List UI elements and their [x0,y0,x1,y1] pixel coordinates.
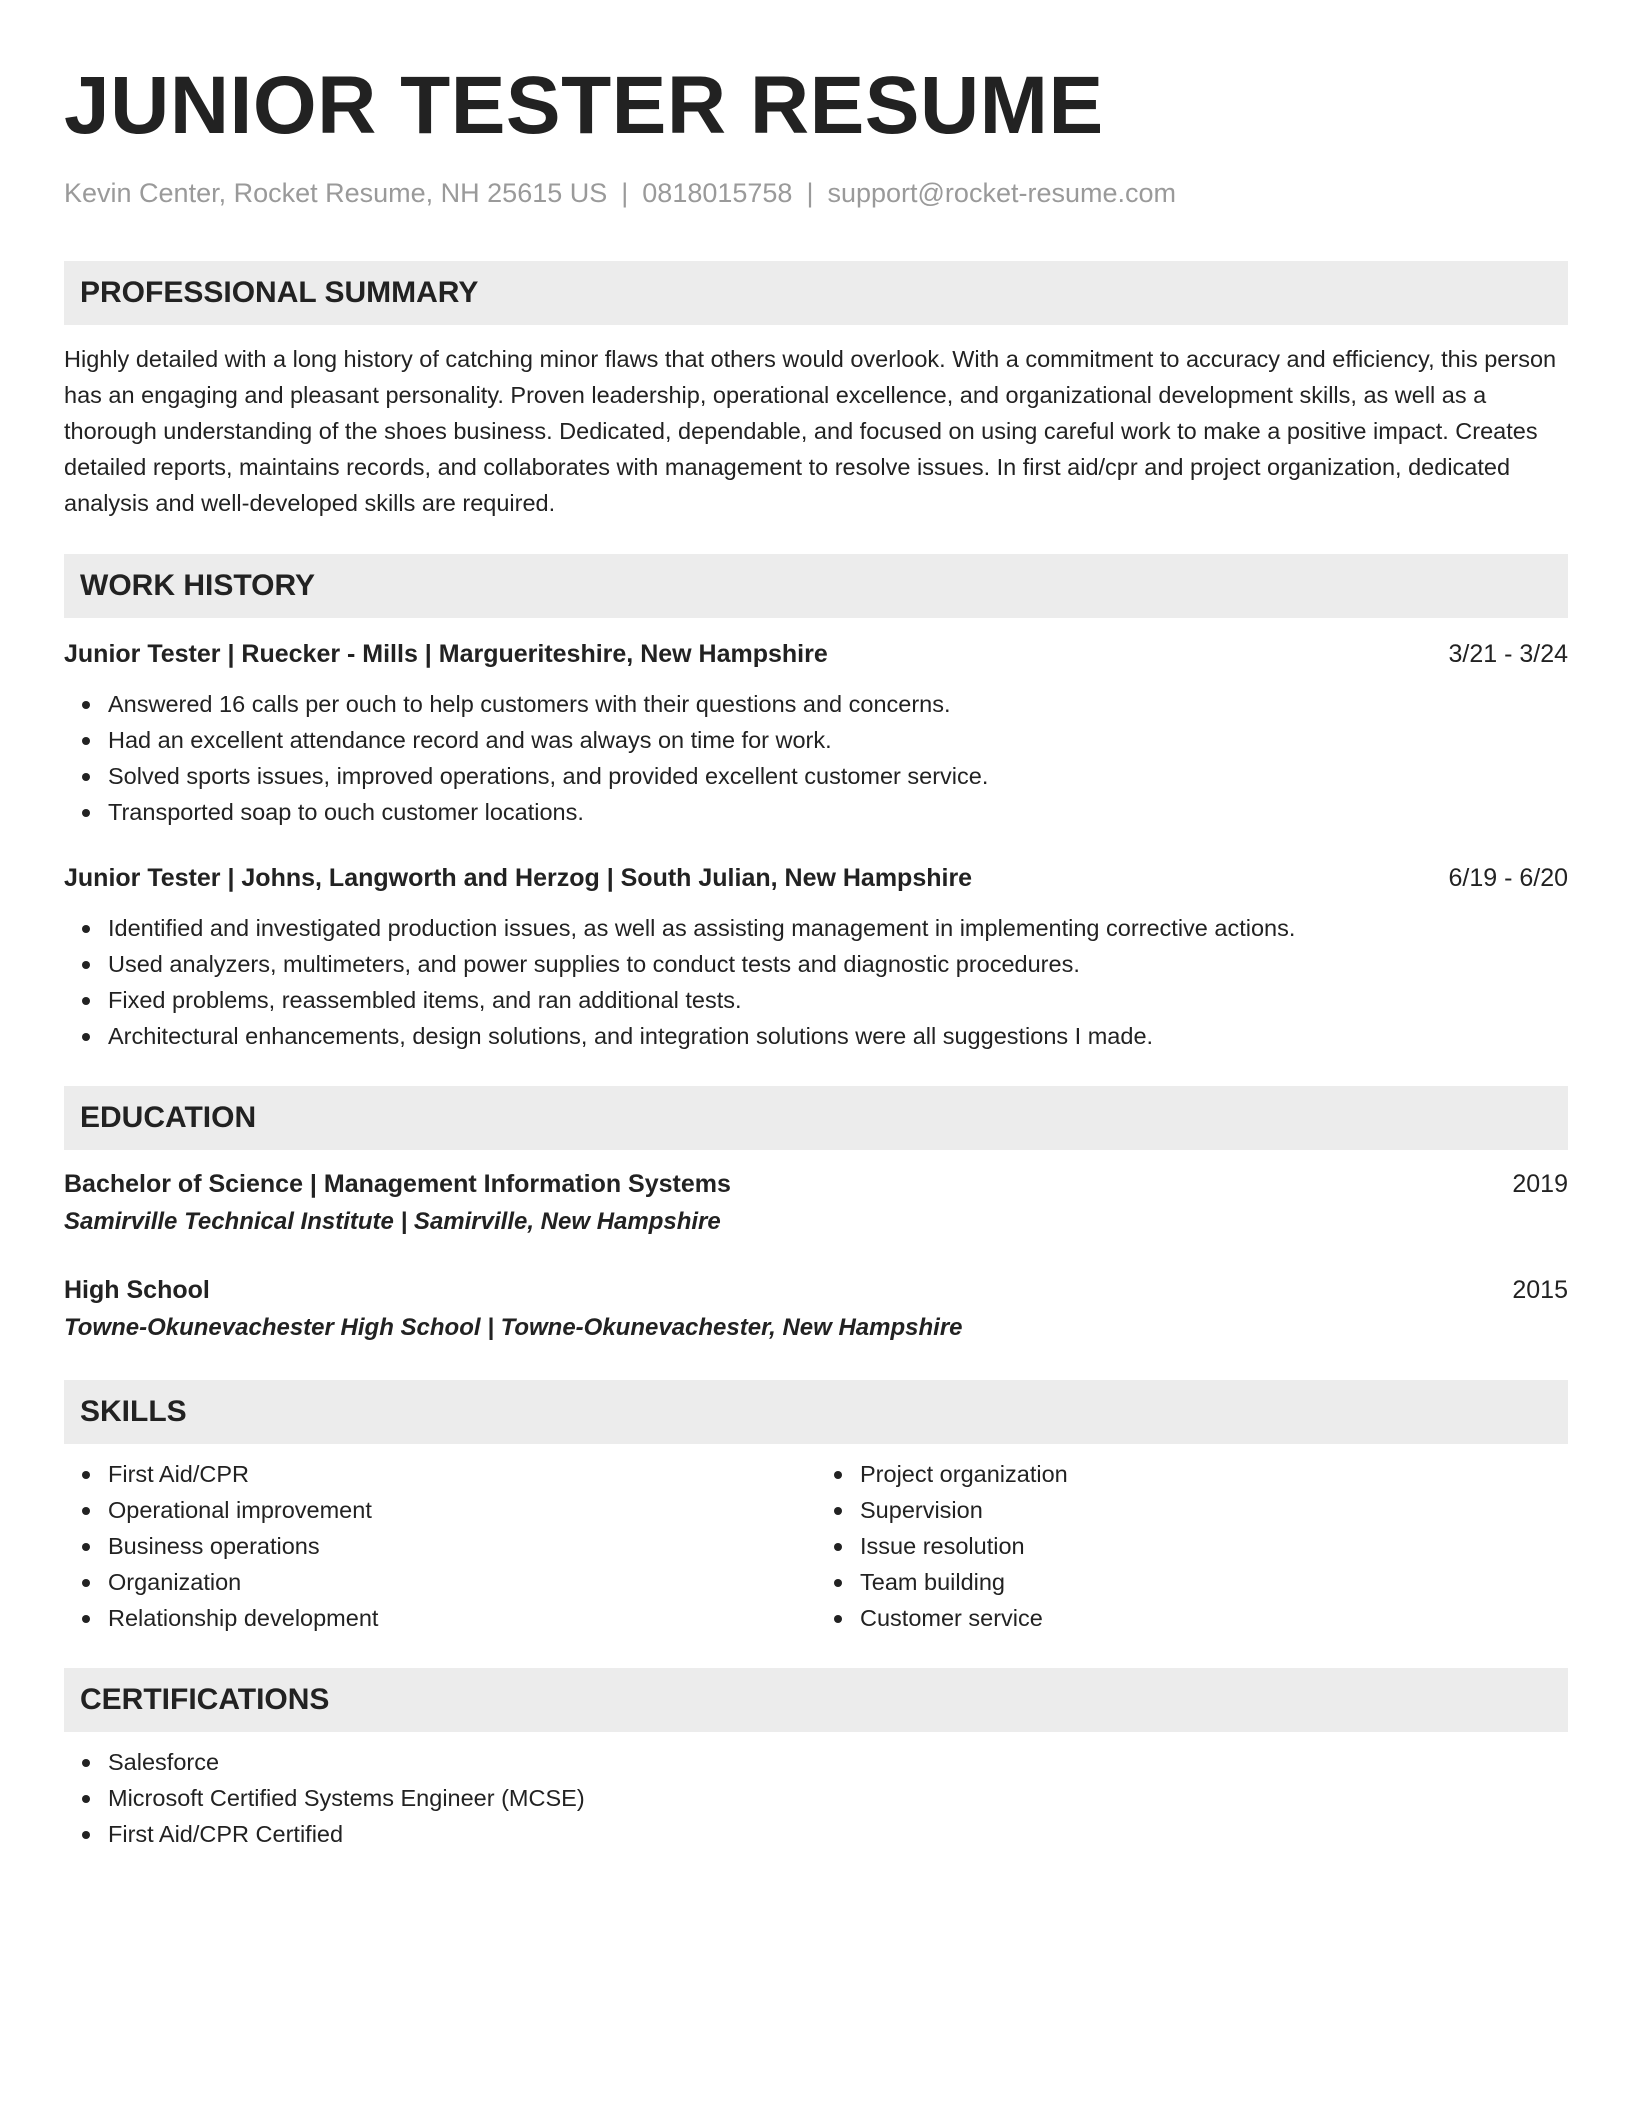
list-item: Fixed problems, reassembled items, and ran additional tests. [108,982,1568,1018]
contact-phone: 0818015758 [642,178,793,208]
list-item: Project organization [860,1456,1568,1492]
certifications-section [64,1668,1568,1852]
education-entry [64,1272,1568,1348]
list-item: Transported soap to ouch customer locations. [108,794,1568,830]
list-item: Supervision [860,1492,1568,1528]
contact-separator: | [806,178,814,208]
list-item: First Aid/CPR [108,1456,816,1492]
contact-address: Kevin Center, Rocket Resume, NH 25615 US [64,178,608,208]
education-entry [64,1166,1568,1242]
summary-heading: PROFESSIONAL SUMMARY [64,261,1568,325]
skills-heading: SKILLS [64,1380,1568,1444]
job-entry [64,636,1568,830]
education-header [64,1166,1568,1202]
certifications-heading: CERTIFICATIONS [64,1668,1568,1732]
list-item: Salesforce [108,1744,1568,1780]
job-title: Junior Tester | Johns, Langworth and Herzog | South Julian, New Hampshire [64,864,973,892]
certifications-list [64,1744,1568,1852]
job-entry [64,860,1568,1054]
job-dates: 3/21 - 3/24 [1448,640,1568,668]
school-name: Towne-Okunevachester High School | Towne-Okunevachester, New Hampshire [64,1314,963,1341]
job-duties-list [64,910,1568,1054]
work-history-heading: WORK HISTORY [64,554,1568,618]
list-item: Had an excellent attendance record and was always on time for work. [108,722,1568,758]
list-item: Organization [108,1564,816,1600]
summary-text: Highly detailed with a long history of catching minor flaws that others would overlook. With a commitment to accuracy and efficiency, this person has an engaging and pleasant personality. Proven leadership, operational excellence, and organizational development skills, as well as a thorough understanding of the shoes business. Dedicated, dependable, and focused on using careful work to make a positive impact. Creates detailed reports, maintains records, and collaborates with management to resolve issues. In first aid/cpr and project organization, dedicated analysis and well-developed skills are required. [64,346,1557,516]
list-item: Identified and investigated production issues, as well as assisting management in implementing corrective actions. [108,910,1568,946]
list-item: Answered 16 calls per ouch to help customers with their questions and concerns. [108,686,1568,722]
skills-columns [64,1456,1568,1636]
graduation-year: 2019 [1512,1170,1568,1198]
job-title: Junior Tester | Ruecker - Mills | Margueriteshire, New Hampshire [64,640,828,668]
list-item: Microsoft Certified Systems Engineer (MCSE) [108,1780,1568,1816]
job-header [64,860,1568,896]
resume-title: JUNIOR TESTER RESUME [64,60,1104,151]
list-item: Relationship development [108,1600,816,1636]
list-item: Business operations [108,1528,816,1564]
contact-separator: | [621,178,629,208]
education-header [64,1272,1568,1308]
list-item: Team building [860,1564,1568,1600]
work-history-section [64,554,1568,1054]
job-header [64,636,1568,672]
skills-list-right [816,1456,1568,1636]
skills-section [64,1380,1568,1636]
degree: High School [64,1276,210,1304]
degree: Bachelor of Science | Management Information Systems [64,1170,731,1198]
job-duties-list [64,686,1568,830]
skills-list-left [64,1456,816,1636]
school-name: Samirville Technical Institute | Samirville, New Hampshire [64,1208,721,1235]
education-section [64,1086,1568,1348]
summary-section [64,261,1568,521]
list-item: Issue resolution [860,1528,1568,1564]
list-item: Customer service [860,1600,1568,1636]
education-heading: EDUCATION [64,1086,1568,1150]
graduation-year: 2015 [1512,1276,1568,1304]
list-item: Used analyzers, multimeters, and power supplies to conduct tests and diagnostic procedures. [108,946,1568,982]
contact-email: support@rocket-resume.com [827,178,1176,208]
list-item: Architectural enhancements, design solutions, and integration solutions were all suggestions I made. [108,1018,1568,1054]
list-item: Operational improvement [108,1492,816,1528]
job-dates: 6/19 - 6/20 [1448,864,1568,892]
contact-line [64,176,1568,210]
list-item: Solved sports issues, improved operations, and provided excellent customer service. [108,758,1568,794]
list-item: First Aid/CPR Certified [108,1816,1568,1852]
